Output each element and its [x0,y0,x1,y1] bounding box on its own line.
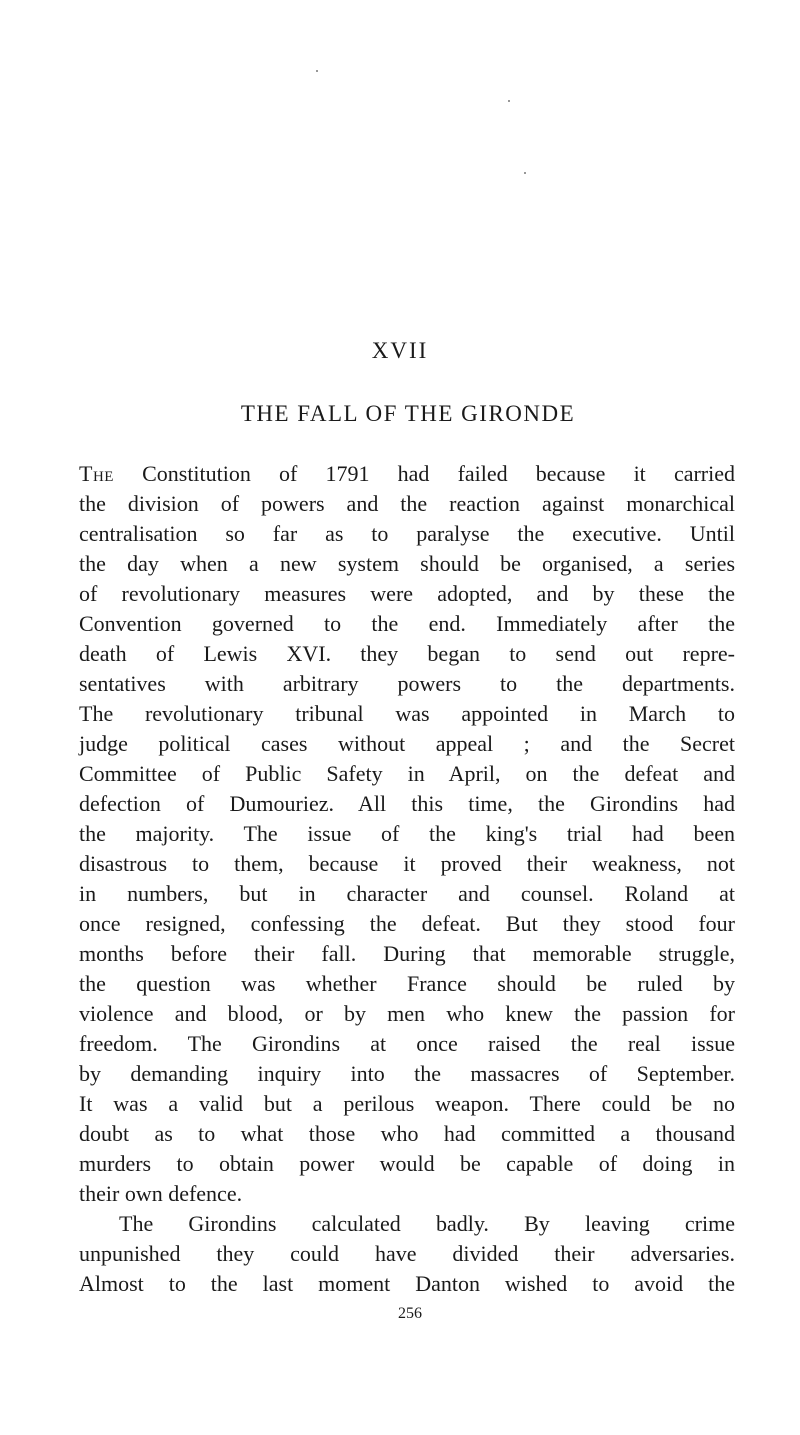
text-line: their own defence. [79,1181,243,1206]
text-line: the day when a new system should be organised, a series [79,551,735,576]
text-line: centralisation so far as to paralyse the executive. Until [79,521,735,546]
text-line: months before their fall. During that memorable struggle, [79,941,735,966]
print-speck [524,172,526,174]
print-speck [508,100,510,102]
text-line: defection of Dumouriez. All this time, the Girondins had [79,791,735,816]
chapter-title: THE FALL OF THE GIRONDE [240,401,576,426]
text-line: the question was whether France should be ruled by [79,971,735,996]
text-line: The Constitution of 1791 had failed because it carried [79,461,735,486]
text-line: the division of powers and the reaction against monarchical [79,491,735,516]
text-line: once resigned, confessing the defeat. But they stood four [79,911,735,936]
text-line: murders to obtain power would be capable of doing in [79,1151,735,1176]
text-line: disastrous to them, because it proved their weakness, not [79,851,735,876]
text-line: by demanding inquiry into the massacres of September. [79,1061,735,1086]
text-line: in numbers, but in character and counsel. Roland at [79,881,735,906]
text-line: It was a valid but a perilous weapon. There could be no [79,1091,735,1116]
chapter-body [79,459,735,1299]
text-line: Convention governed to the end. Immediately after the [79,611,735,636]
text-line: death of Lewis XVI. they began to send out repre- [79,641,735,666]
text-line: The revolutionary tribunal was appointed in March to [79,701,735,726]
text-line: judge political cases without appeal ; and the Secret [79,731,735,756]
page-number: 256 [398,1305,422,1322]
print-speck [316,70,318,72]
text-line: violence and blood, or by men who knew the passion for [79,1001,735,1026]
paragraph-2 [79,1209,735,1299]
text-line: doubt as to what those who had committed a thousand [79,1121,735,1146]
text-line: Almost to the last moment Danton wished to avoid the [79,1271,735,1296]
text-line: Committee of Public Safety in April, on the defeat and [79,761,735,786]
chapter-number: XVII [371,338,429,363]
text-line: unpunished they could have divided their adversaries. [79,1241,735,1266]
paragraph-1 [79,459,735,1209]
lead-word: The [79,461,114,486]
text-line: sentatives with arbitrary powers to the departments. [79,671,735,696]
text-line: of revolutionary measures were adopted, and by these the [79,581,735,606]
text-line: the majority. The issue of the king's trial had been [79,821,735,846]
text-line: The Girondins calculated badly. By leaving crime [119,1211,735,1236]
text-line: freedom. The Girondins at once raised the real issue [79,1031,735,1056]
